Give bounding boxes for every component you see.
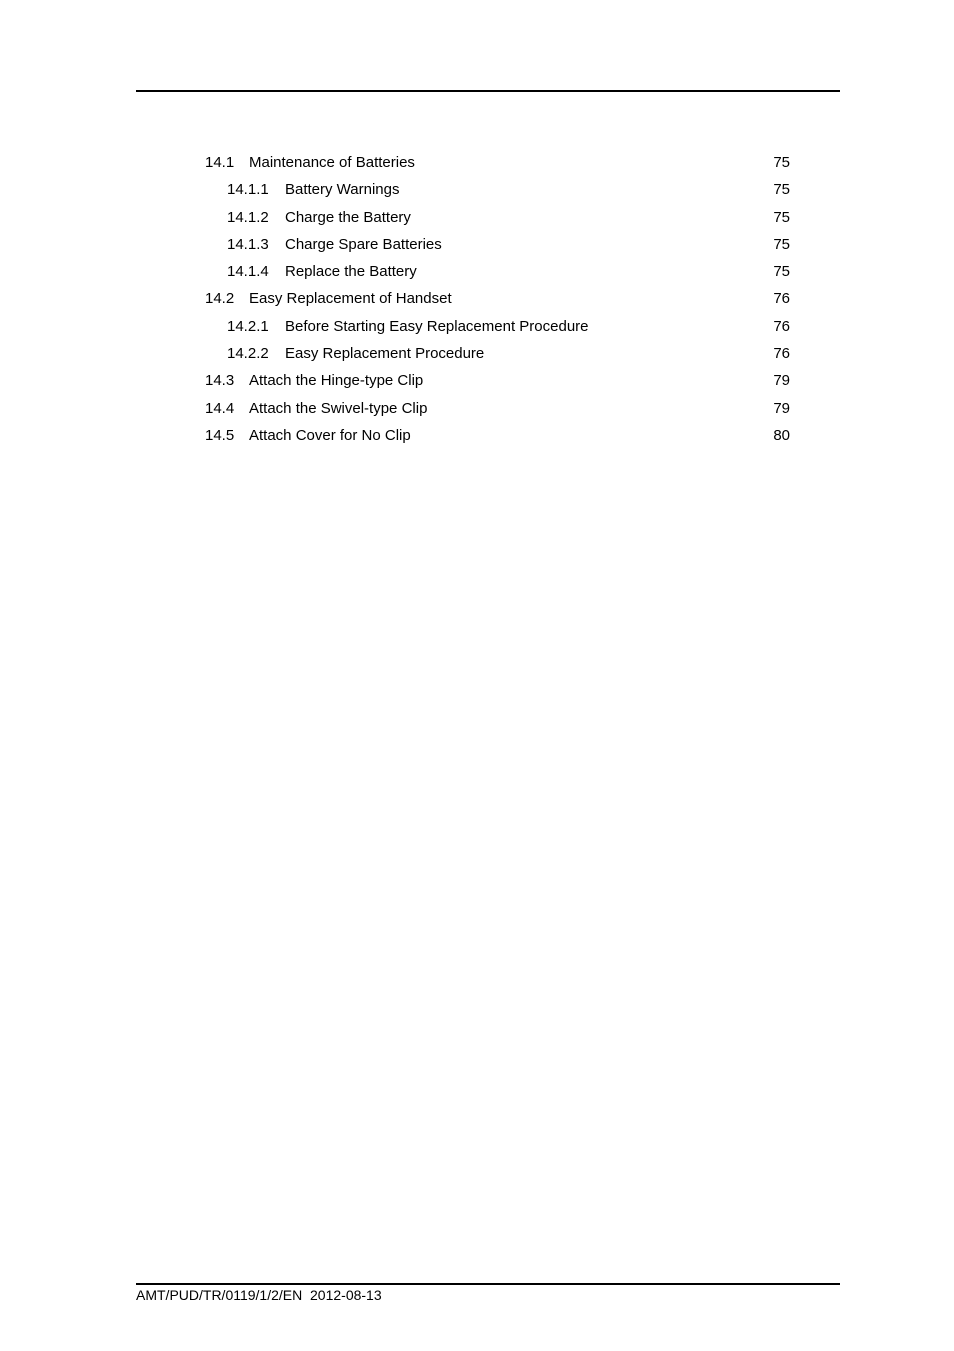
toc-entry-page: 76 bbox=[773, 317, 790, 335]
toc-entry-page: 75 bbox=[773, 181, 790, 199]
toc-entry-title: Attach the Swivel-type Clip bbox=[249, 399, 428, 417]
toc-entry-number: 14.1 bbox=[205, 154, 235, 171]
toc-entry-title: Battery Warnings bbox=[285, 181, 400, 199]
toc-entry-number: 14.2 bbox=[205, 290, 235, 308]
toc-entry-number: 14.2.2 bbox=[227, 345, 269, 363]
toc-entry-number: 14.4 bbox=[205, 399, 235, 417]
toc-entry[interactable] bbox=[0, 285, 954, 312]
toc-entry-page: 75 bbox=[773, 154, 790, 171]
header-rule bbox=[136, 90, 840, 92]
toc-entry[interactable] bbox=[0, 340, 954, 367]
toc-entry-page: 80 bbox=[773, 426, 790, 444]
toc-entry-page: 79 bbox=[773, 372, 790, 390]
toc-entry-title: Maintenance of Batteries bbox=[249, 154, 415, 171]
toc-entry[interactable] bbox=[0, 176, 954, 203]
toc-entry-number: 14.1.1 bbox=[227, 181, 269, 199]
toc-entry[interactable] bbox=[0, 258, 954, 285]
toc-entry[interactable] bbox=[0, 231, 954, 258]
toc-entry-title: Charge Spare Batteries bbox=[285, 235, 442, 253]
toc-entry-number: 14.2.1 bbox=[227, 317, 269, 335]
toc-entry[interactable] bbox=[0, 149, 954, 176]
toc-entry-page: 75 bbox=[773, 263, 790, 281]
table-of-contents bbox=[0, 149, 954, 449]
document-reference: AMT/PUD/TR/0119/1/2/EN 2012-08-13 bbox=[136, 1287, 382, 1303]
toc-entry-number: 14.1.4 bbox=[227, 263, 269, 281]
toc-entry-title: Easy Replacement Procedure bbox=[285, 345, 485, 363]
toc-entry-number: 14.5 bbox=[205, 426, 235, 444]
toc-entry-title: Before Starting Easy Replacement Procedure bbox=[285, 317, 589, 335]
toc-entry-number: 14.3 bbox=[205, 372, 235, 390]
toc-entry-title: Attach the Hinge-type Clip bbox=[249, 372, 424, 390]
toc-entry-page: 76 bbox=[773, 290, 790, 308]
toc-entry-number: 14.1.3 bbox=[227, 235, 269, 253]
toc-entry-title: Charge the Battery bbox=[285, 208, 411, 226]
toc-entry-title: Replace the Battery bbox=[285, 263, 417, 281]
toc-entry-page: 75 bbox=[773, 235, 790, 253]
toc-entry-title: Attach Cover for No Clip bbox=[249, 426, 411, 444]
toc-entry[interactable] bbox=[0, 313, 954, 340]
toc-entry-page: 76 bbox=[773, 345, 790, 363]
toc-entry[interactable] bbox=[0, 367, 954, 394]
footer-rule bbox=[136, 1283, 840, 1285]
toc-entry[interactable] bbox=[0, 204, 954, 231]
toc-entry-title: Easy Replacement of Handset bbox=[249, 290, 452, 308]
toc-entry-number: 14.1.2 bbox=[227, 208, 269, 226]
toc-entry[interactable] bbox=[0, 395, 954, 422]
toc-entry-page: 79 bbox=[773, 399, 790, 417]
toc-entry[interactable] bbox=[0, 422, 954, 449]
toc-entry-page: 75 bbox=[773, 208, 790, 226]
